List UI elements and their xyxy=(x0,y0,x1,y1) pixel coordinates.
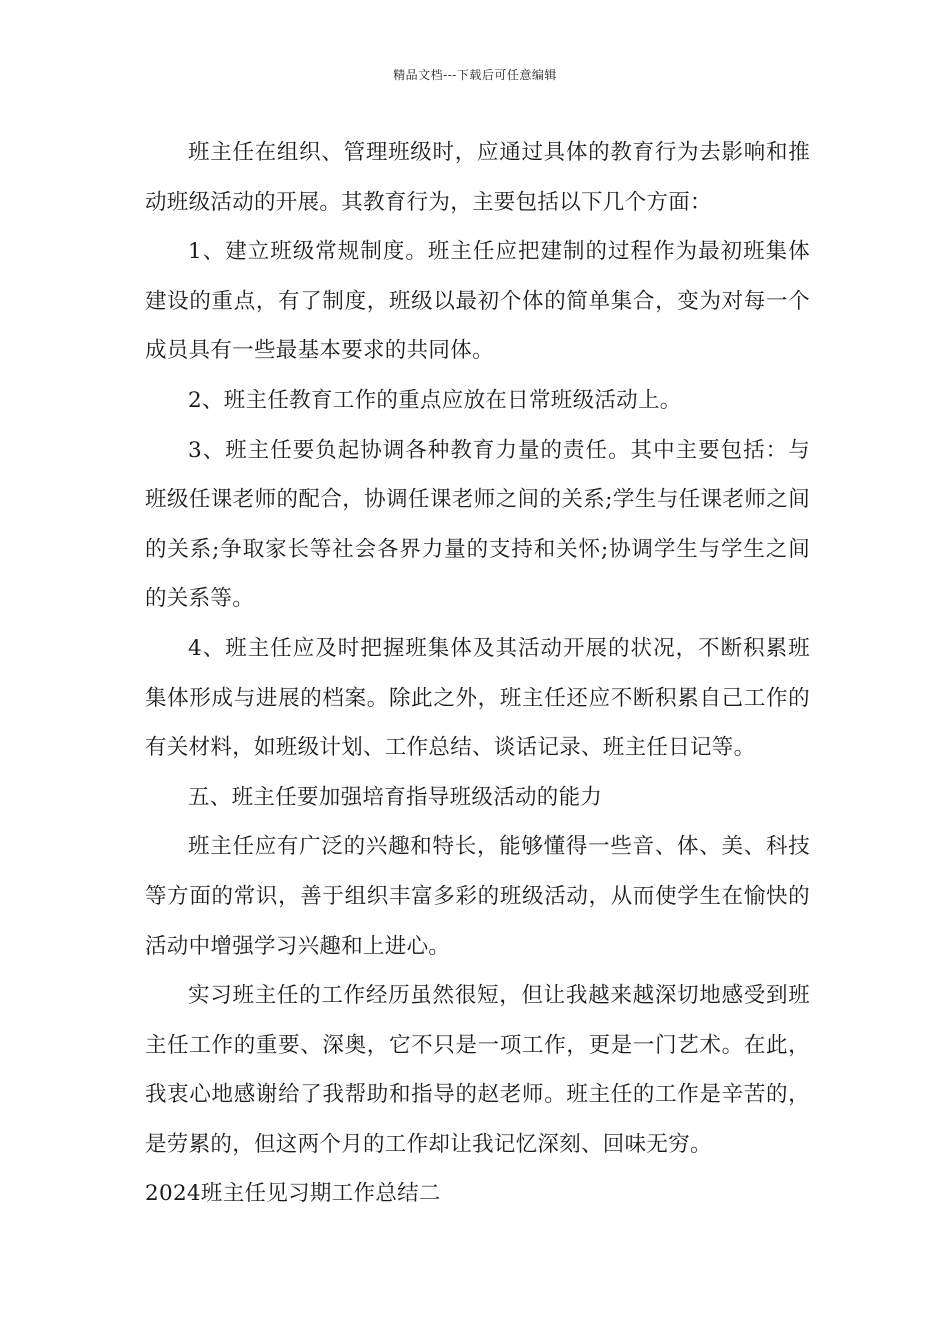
paragraph-item-3: 3、班主任要负起协调各种教育力量的责任。其中主要包括：与班级任课老师的配合，协调任课老师之间的关系;学生与任课老师之间的关系;争取家长等社会各界力量的支持和关怀;协调学生与学生之间的关系等。 xyxy=(145,437,810,612)
section-heading-five: 五、班主任要加强培育指导班级活动的能力 xyxy=(188,784,603,810)
paragraph-item-1: 1、建立班级常规制度。班主任应把建制的过程作为最初班集体建设的重点，有了制度，班级以最初个体的简单集合，变为对每一个成员具有一些最基本要求的共同体。 xyxy=(145,239,810,364)
paragraph-conclusion: 实习班主任的工作经历虽然很短，但让我越来越深切地感受到班主任工作的重要、深奥，它不只是一项工作，更是一门艺术。在此，我衷心地感谢给了我帮助和指导的赵老师。班主任的工作是辛苦的，是劳累的，但这两个月的工作却让我记忆深刻、回味无穷。 xyxy=(145,983,810,1157)
paragraph-item-2: 2、班主任教育工作的重点应放在日常班级活动上。 xyxy=(188,387,682,413)
document-body xyxy=(145,128,810,1219)
section-title: 2024班主任见习期工作总结二 xyxy=(145,1181,441,1207)
page-header: 精品文档---下载后可任意编辑 xyxy=(393,68,557,82)
paragraph-intro: 班主任在组织、管理班级时，应通过具体的教育行为去影响和推动班级活动的开展。其教育行为，主要包括以下几个方面： xyxy=(145,140,810,215)
paragraph-skills: 班主任应有广泛的兴趣和特长，能够懂得一些音、体、美、科技等方面的常识，善于组织丰富多彩的班级活动，从而使学生在愉快的活动中增强学习兴趣和上进心。 xyxy=(145,834,810,959)
paragraph-item-4: 4、班主任应及时把握班集体及其活动开展的状况，不断积累班集体形成与进展的档案。除此之外，班主任还应不断积累自己工作的有关材料，如班级计划、工作总结、谈话记录、班主任日记等。 xyxy=(145,635,810,761)
